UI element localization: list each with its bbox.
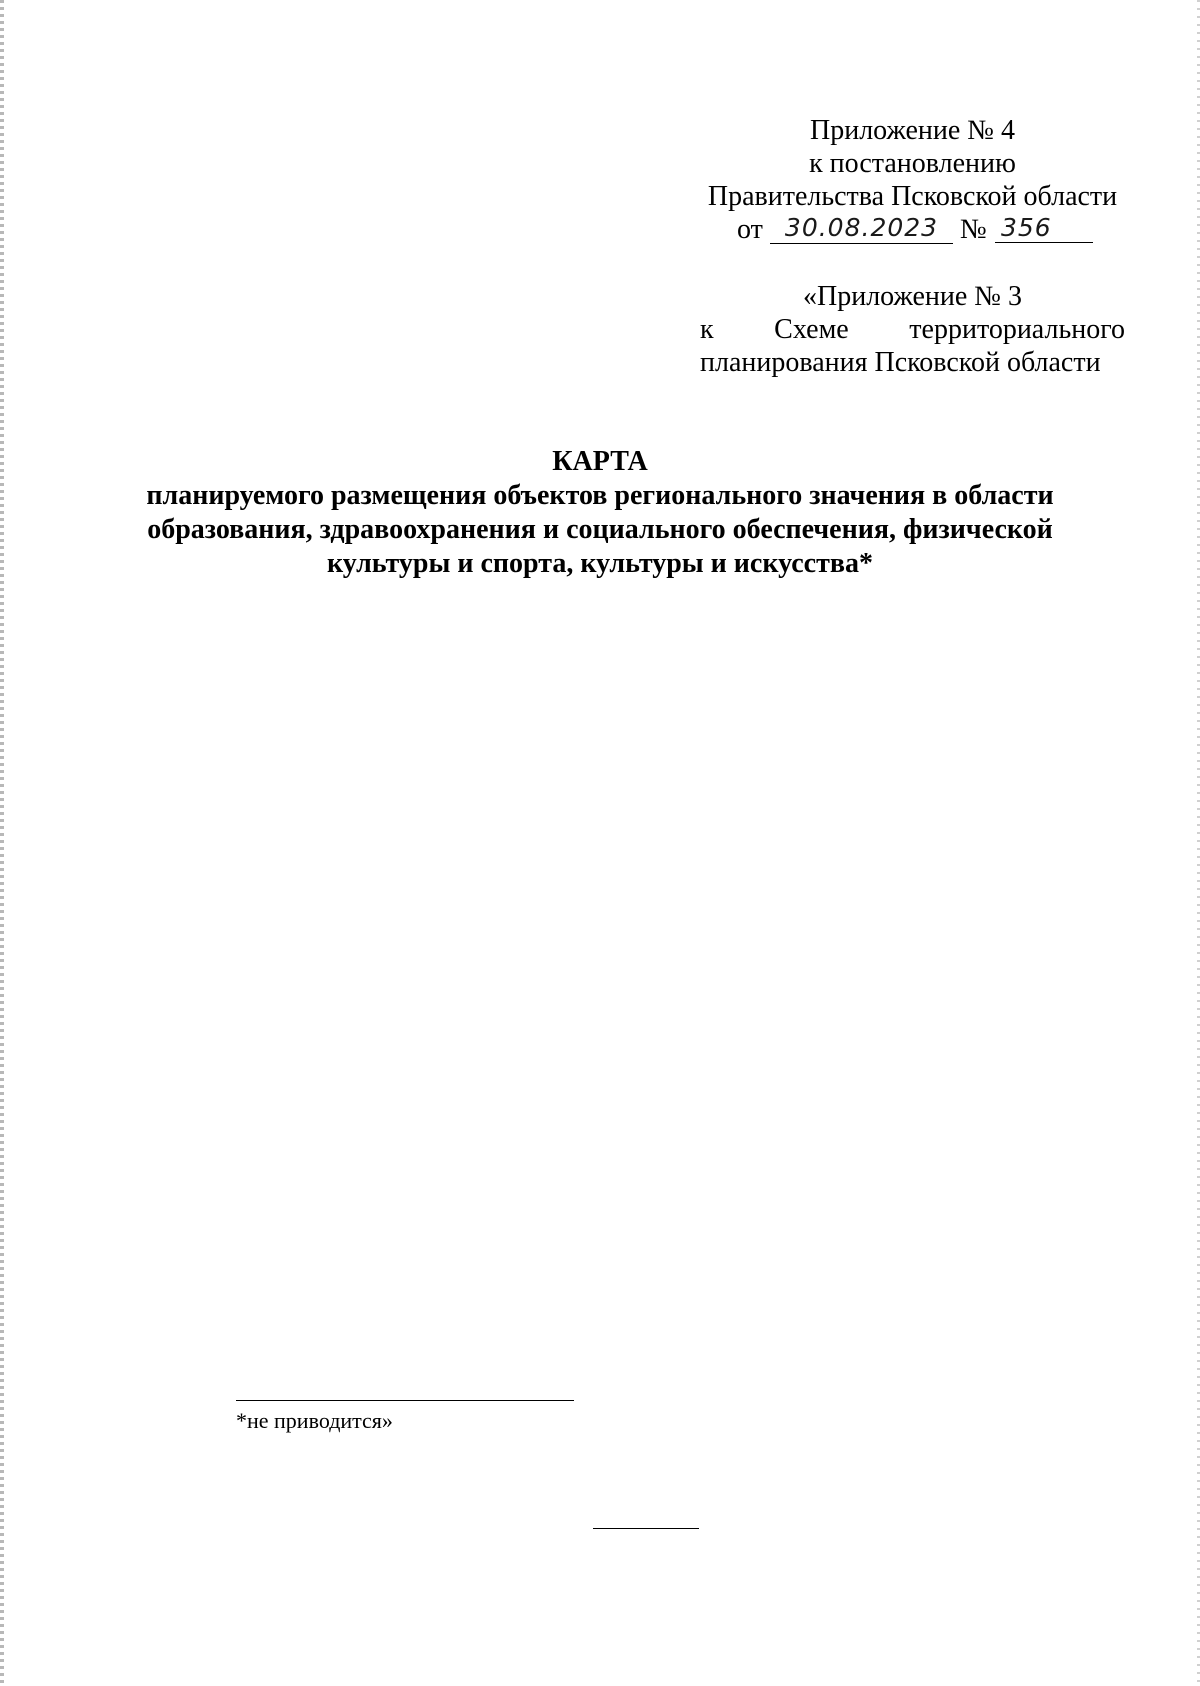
resolution-header: [700, 114, 1125, 246]
scheme-line: [700, 313, 1125, 346]
scheme-appendix-header: [700, 280, 1125, 379]
map-title: [100, 445, 1100, 581]
scheme-word: Схеме: [774, 314, 849, 345]
to-word: к: [700, 314, 714, 345]
date-prefix: от: [737, 214, 763, 245]
handwritten-date: 30.08.2023: [770, 213, 953, 244]
date-number-line: [700, 213, 1125, 246]
handwritten-number: 356: [995, 213, 1093, 243]
footnote-divider: [236, 1400, 574, 1401]
title-line-2: образования, здравоохранения и социального обеспечения, физической: [147, 514, 1053, 545]
territorial-word: территориального: [909, 314, 1125, 345]
scan-edge-left: [0, 0, 4, 1686]
planning-line: планирования Псковской области: [700, 347, 1101, 378]
title-line-1: планируемого размещения объектов регионального значения в области: [146, 480, 1054, 511]
to-resolution-line: к постановлению: [809, 148, 1016, 179]
end-of-document-rule: [593, 1528, 699, 1529]
footnote-text: *не приводится»: [236, 1408, 393, 1433]
appendix-4-label: Приложение № 4: [810, 115, 1015, 146]
title-main: КАРТА: [552, 446, 648, 477]
appendix-3-label: «Приложение № 3: [803, 281, 1022, 312]
number-sign: №: [960, 214, 987, 245]
title-line-3: культуры и спорта, культуры и искусства*: [327, 548, 873, 579]
government-line: Правительства Псковской области: [707, 181, 1118, 212]
